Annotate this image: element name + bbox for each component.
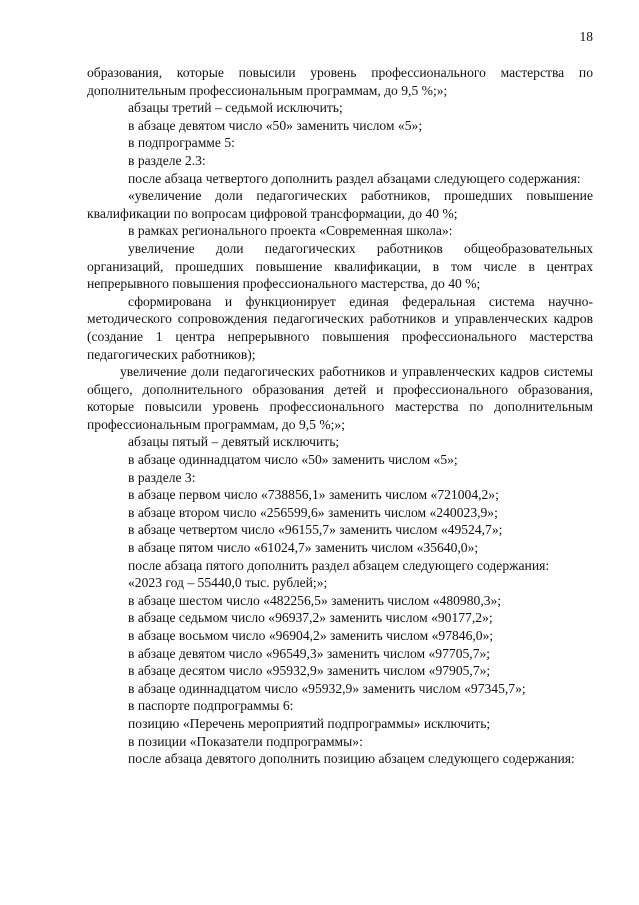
paragraph: увеличение доли педагогических работников общеобразовательных организаций, прошедших повышение квалификации, в том числе в центрах непрерывного повышения профессионального мастерства, до 40 %;: [87, 240, 593, 292]
paragraph: в подпрограмме 5:: [128, 135, 235, 151]
paragraph: в абзаце пятом число «61024,7» заменить числом «35640,0»;: [128, 540, 479, 556]
page-number: 18: [579, 29, 593, 44]
paragraph: «увеличение доли педагогических работников, прошедших повышение квалификации по вопросам цифровой трансформации, до 40 %;: [87, 188, 593, 221]
document-body: [87, 64, 593, 768]
paragraph: после абзаца девятого дополнить позицию абзацем следующего содержания:: [128, 751, 575, 767]
paragraph: в абзаце шестом число «482256,5» заменить числом «480980,3»;: [128, 592, 502, 608]
paragraph: в разделе 3:: [128, 469, 196, 485]
paragraph: в абзаце седьмом число «96937,2» заменить числом «90177,2»;: [128, 610, 493, 626]
paragraph: в абзаце одиннадцатом число «50» заменить числом «5»;: [128, 452, 458, 468]
paragraph: в абзаце первом число «738856,1» заменить числом «721004,2»;: [128, 487, 499, 503]
paragraph: в паспорте подпрограммы 6:: [128, 698, 294, 714]
paragraph: в позиции «Показатели подпрограммы»:: [128, 733, 363, 749]
paragraph: в абзаце девятом число «50» заменить числом «5»;: [128, 117, 423, 133]
paragraph: в абзаце девятом число «96549,3» заменить числом «97705,7»;: [128, 645, 491, 661]
paragraph: сформирована и функционирует единая федеральная система научно-методического сопровождения педагогических работников и управленческих кадров (создание 1 центра непрерывного повышения профессионального мастерства педагогических работников);: [87, 293, 593, 362]
paragraph: в абзаце одиннадцатом число «95932,9» заменить числом «97345,7»;: [128, 680, 526, 696]
paragraph: увеличение доли педагогических работников и управленческих кадров системы общего, дополнительного образования детей и профессионального образования, которые повысили уровень профессионального мастерства по дополнительным профессиональным программам, до 9,5 %;»;: [87, 364, 593, 432]
paragraph: абзацы пятый – девятый исключить;: [128, 434, 340, 450]
paragraph: после абзаца четвертого дополнить раздел абзацами следующего содержания:: [128, 170, 581, 186]
paragraph: в абзаце втором число «256599,6» заменить числом «240023,9»;: [128, 504, 498, 520]
paragraph: позицию «Перечень мероприятий подпрограммы» исключить;: [128, 715, 491, 731]
paragraph: образования, которые повысили уровень профессионального мастерства по дополнительным профессиональным программам, до 9,5 %;»;: [87, 65, 593, 98]
paragraph: в абзаце восьмом число «96904,2» заменить числом «97846,0»;: [128, 628, 494, 643]
paragraph: абзацы третий – седьмой исключить;: [128, 100, 343, 116]
paragraph: «2023 год – 55440,0 тыс. рублей;»;: [128, 575, 328, 591]
paragraph: после абзаца пятого дополнить раздел абзацем следующего содержания:: [128, 557, 550, 573]
paragraph: в рамках регионального проекта «Современная школа»:: [128, 223, 453, 239]
paragraph: в абзаце четвертом число «96155,7» заменить числом «49524,7»;: [128, 522, 503, 538]
paragraph: в разделе 2.3:: [128, 152, 206, 168]
paragraph: в абзаце десятом число «95932,9» заменить числом «97905,7»;: [128, 663, 491, 679]
